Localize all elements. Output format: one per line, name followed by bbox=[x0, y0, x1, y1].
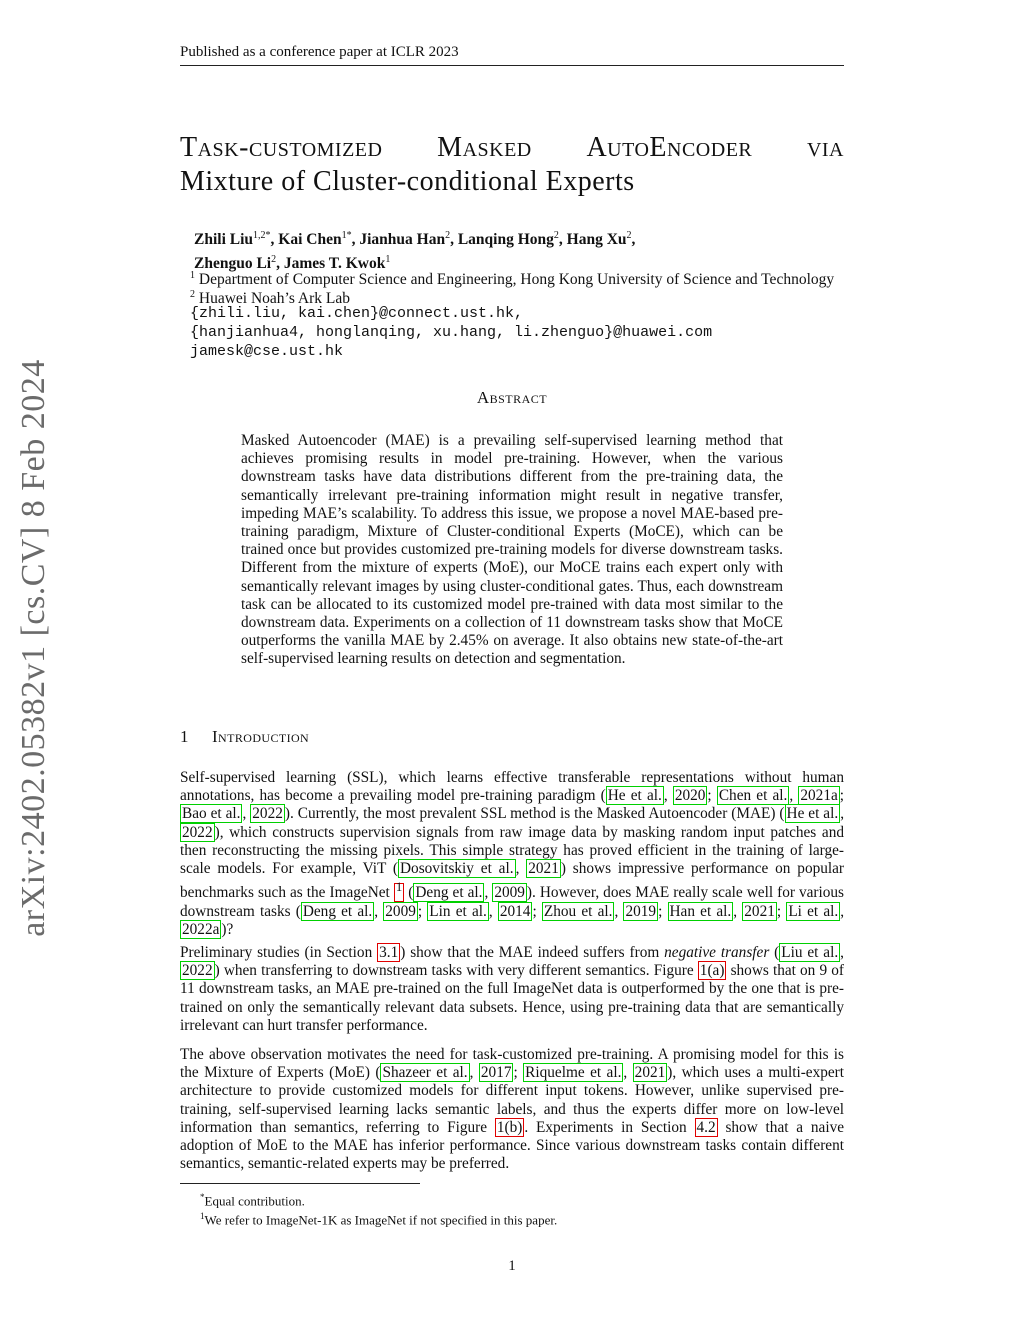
author-affil-mark: 2 bbox=[553, 230, 559, 241]
figure-ref-link[interactable]: 1(a) bbox=[699, 962, 725, 980]
text-run: ), which constructs supervision signals from raw image data by masking random input patches and then reconstructing the missing pixels. This simple strategy has proved efficient in the training of large-scale models. For example, ViT ( bbox=[180, 823, 844, 878]
author-affil-mark: 2 bbox=[626, 230, 632, 241]
footnote-mark: * bbox=[200, 1192, 205, 1202]
citation-link[interactable]: Deng et al. bbox=[302, 902, 373, 920]
section-ref-link[interactable]: 4.2 bbox=[696, 1118, 716, 1136]
affiliation-number: 1 bbox=[190, 270, 195, 281]
author-name: Zhili Liu bbox=[194, 231, 254, 249]
running-header: Published as a conference paper at ICLR 2023 bbox=[180, 44, 459, 60]
title-word: Task-customized bbox=[180, 132, 383, 163]
text-run: ( bbox=[404, 884, 414, 902]
affiliation-number: 2 bbox=[190, 289, 195, 300]
citation-link[interactable]: He et al. bbox=[786, 805, 839, 823]
footnote-ref-number: 1 bbox=[395, 880, 403, 895]
text-run: shows that on 9 of 11 downstream tasks, an MAE pre-trained on the full ImageNet data is outperformed by the one that is pre-trained on only the semantically relevant data subsets. Hence, using pre-training data that are semantically irrelevant can hurt transfer performance. bbox=[180, 962, 845, 1034]
footnote-text: Equal contribution. bbox=[204, 1193, 305, 1209]
section-ref-link[interactable]: 3.1 bbox=[379, 944, 399, 961]
email-line-1: {zhili.liu, kai.chen}@connect.ust.hk, bbox=[190, 305, 524, 322]
citation-link[interactable]: 2019 bbox=[625, 902, 657, 920]
citation-link[interactable]: 2021 bbox=[634, 1064, 666, 1082]
footnote-imagenet bbox=[200, 1208, 557, 1228]
author-name: Zhenguo Li bbox=[194, 255, 272, 273]
abstract-body: Masked Autoencoder (MAE) is a prevailing self-supervised learning method that achieves promising results in model pre-training. However, when the various downstream tasks have data distributions different from the pre-training data, the semantically irrelevant pre-training information might result in negative transfer, impeding MAE’s scalability. To address this issue, we propose a novel MAE-based pre-training paradigm, Mixture of Cluster-conditional Experts (MoCE), which can be trained once but provides customized pre-training models for diverse downstream tasks. Different from the mixture of experts (MoE), our MoCE trains each expert only with semantically relevant images by using cluster-conditional gates. Thus, each downstream task can be allocated to its customized model pre-trained with data most similar to the downstream data. Experiments on a collection of 11 downstream tasks show that MoCE outperforms the vanilla MAE by 2.45% on average. It also obtains new state-of-the-art self-supervised learning results on detection and segmentation. bbox=[241, 432, 783, 668]
citation-link[interactable]: 2021a bbox=[800, 787, 838, 805]
author-affil-mark: 1 bbox=[385, 254, 391, 266]
text-run: Preliminary studies (in Section bbox=[180, 944, 378, 961]
author-name: Jianhua Han bbox=[359, 231, 446, 249]
citation-link[interactable]: 2009 bbox=[494, 884, 525, 902]
intro-paragraph-3: The above observation motivates the need for task-customized pre-training. A promising model for this is the Mixture of Experts (MoE) ( Shazeer et al. , 2017 ; Riquelme et al. , 2021 ), which uses a multi-expert architecture to provide customized models for different input tokens. However, unlike supervised pre-training, self-supervised learning lacks semantic labels, and thus the experts differ more on low-level information than semantics, referring to Figure 1(b) . Experiments in Section 4.2 show that a naive adoption of MoE to the MAE has inferior performance. Since various downstream tasks contain different semantics, semantic-related experts may be preferred. bbox=[180, 1046, 845, 1173]
citation-link[interactable]: Lin et al. bbox=[429, 902, 487, 920]
footnote-mark: 1 bbox=[200, 1211, 205, 1221]
citation-link[interactable]: Chen et al. bbox=[718, 787, 788, 805]
author-name: Hang Xu bbox=[566, 231, 627, 249]
text-run: ) shows impressive performance on popular benchmarks such as the ImageNet bbox=[180, 860, 845, 902]
title-word: Masked bbox=[437, 132, 532, 163]
author-list: Zhili Liu$^{1,2*}$, Kai Chen$^{1*}$, Jianhua Han$^2$, Lanqing Hong$^2$, Hang Xu$^2$, Zhenguo Li$^2$, James T. Kwok$^1$ bbox=[194, 230, 636, 273]
section-title: Introduction bbox=[212, 727, 310, 746]
text-run: show that a naive adoption of MoE to the MAE has inferior performance. Since various downstream tasks contain different semantics, semantic-related experts may be preferred. bbox=[180, 1118, 845, 1173]
section-heading-introduction bbox=[180, 727, 309, 747]
citation-link[interactable]: 2022 bbox=[182, 962, 213, 980]
footnote-ref-link[interactable] bbox=[394, 880, 404, 902]
author-name: Kai Chen bbox=[278, 231, 342, 249]
affiliation-text: Department of Computer Science and Engineering, Hong Kong University of Science and Technology bbox=[198, 271, 835, 289]
author-affil-mark: 2 bbox=[271, 254, 277, 266]
author-affil-mark: 2 bbox=[445, 230, 451, 241]
citation-link[interactable]: 2020 bbox=[674, 787, 706, 805]
page-number: 1 bbox=[508, 1258, 516, 1274]
title-word: AutoEncoder bbox=[586, 132, 753, 163]
arxiv-sidebar bbox=[8, 358, 60, 937]
citation-link[interactable]: 2014 bbox=[499, 902, 531, 920]
text-run: . Experiments in Section bbox=[524, 1118, 695, 1136]
author-name: Lanqing Hong bbox=[457, 231, 554, 249]
email-line-3: jamesk@cse.ust.hk bbox=[190, 343, 344, 360]
author-name: James T. Kwok bbox=[283, 255, 386, 273]
citation-link[interactable]: 2021 bbox=[528, 860, 559, 878]
section-number: 1 bbox=[180, 727, 189, 746]
citation-link[interactable]: 2021 bbox=[744, 902, 775, 920]
text-run: ( bbox=[769, 944, 780, 961]
footnote-equal-contribution bbox=[200, 1189, 305, 1209]
citation-link[interactable]: 2022a bbox=[182, 920, 220, 938]
citation-link[interactable]: Shazeer et al. bbox=[382, 1064, 468, 1082]
citation-link[interactable]: 2022 bbox=[182, 823, 213, 841]
paper-title-line-1 bbox=[180, 132, 844, 164]
text-run: ). Currently, the most prevalent SSL method is the Masked Autoencoder (MAE) ( bbox=[284, 805, 785, 823]
citation-link[interactable]: 2017 bbox=[480, 1064, 512, 1082]
citation-link[interactable]: Bao et al. bbox=[182, 805, 241, 823]
text-run: ) show that the MAE indeed suffers from bbox=[400, 944, 665, 961]
author-affil-mark: 1* bbox=[341, 230, 352, 241]
citation-link[interactable]: Deng et al. bbox=[415, 884, 483, 902]
citation-link[interactable]: 2009 bbox=[385, 902, 416, 920]
text-run: The above observation motivates the need for task-customized pre-training. A promising model for this is the Mixture of Experts (MoE) ( bbox=[180, 1046, 844, 1082]
intro-paragraph-1: Self-supervised learning (SSL), which learns effective transferable representations without human annotations, has become a prevailing model pre-training paradigm ( He et al. , 2020 ; Chen et al. , 2021a ; Bao et al. , 2022 ). Currently, the most prevalent SSL method is the Masked Autoencoder (MAE) ( He et al. , 2022 ), which constructs supervision signals from raw image data by masking random input patches and then reconstructing the missing pixels. This simple strategy has proved efficient in the training of large-scale models. For example, ViT ( Dosovitskiy et al. , 2021 ) shows impressive performance on popular benchmarks such as the ImageNet $^1$ ( Deng et al. , 2009 ). However, does MAE really scale well for various downstream tasks ( Deng et al. , 2009 ; Lin et al. , 2014 ; Zhou et al. , 2019 ; Han et al. , 2021 ; Li et al. , 2022a )? bbox=[180, 769, 845, 938]
text-run: Self-supervised learning (SSL), which learns effective transferable representations without human annotations, has become a prevailing model pre-training paradigm ( bbox=[180, 769, 844, 805]
emphasis-text: negative transfer bbox=[664, 944, 770, 961]
paper-title-line-2: Mixture of Cluster-conditional Experts bbox=[180, 166, 635, 197]
footnote-text: We refer to ImageNet-1K as ImageNet if not specified in this paper. bbox=[204, 1212, 558, 1228]
text-run: ). However, does MAE really scale well for various downstream tasks ( bbox=[180, 884, 844, 920]
figure-ref-link[interactable]: 1(b) bbox=[496, 1118, 523, 1136]
author-affil-mark: 1,2* bbox=[253, 230, 271, 241]
citation-link[interactable]: Li et al. bbox=[788, 902, 839, 920]
affiliation-text: Huawei Noah’s Ark Lab bbox=[198, 290, 350, 308]
citation-link[interactable]: Han et al. bbox=[669, 902, 732, 920]
citation-link[interactable]: Liu et al. bbox=[781, 944, 839, 961]
intro-paragraph-2: Preliminary studies (in Section 3.1 ) show that the MAE indeed suffers from negative transfer ( Liu et al. , 2022 ) when transferring to downstream tasks with very different semantics. Figure 1(a) shows that on 9 of 11 downstream tasks, an MAE pre-trained on the full ImageNet data is outperformed by the one that is pre-trained on only the semantically relevant data subsets. Hence, using pre-training data that are semantically irrelevant can hurt transfer performance. bbox=[180, 944, 845, 1034]
text-run: ) when transferring to downstream tasks with very different semantics. Figure bbox=[214, 962, 698, 980]
footnote-rule bbox=[180, 1183, 420, 1184]
citation-link[interactable]: 2022 bbox=[252, 805, 283, 823]
citation-link[interactable]: Dosovitskiy et al. bbox=[400, 860, 514, 878]
text-run: )? bbox=[221, 920, 234, 938]
citation-link[interactable]: Riquelme et al. bbox=[525, 1064, 622, 1082]
title-word: via bbox=[806, 132, 844, 163]
text-run: ), which uses a multi-expert architecture to provide customized models for different input tokens. However, unlike supervised pre-training, self-supervised learning lacks semantic labels, and thus the experts differ more on low-level information than semantics, referring to Figure bbox=[180, 1064, 845, 1136]
arxiv-identifier: arXiv:2402.05382v1 [cs.CV] 8 Feb 2024 bbox=[15, 358, 52, 937]
header-rule bbox=[180, 65, 844, 66]
email-line-2: {hanjianhua4, honglanqing, xu.hang, li.zhenguo}@huawei.com bbox=[190, 324, 713, 341]
abstract-heading: Abstract bbox=[476, 388, 548, 407]
citation-link[interactable]: He et al. bbox=[607, 787, 662, 805]
citation-link[interactable]: Zhou et al. bbox=[543, 902, 613, 920]
